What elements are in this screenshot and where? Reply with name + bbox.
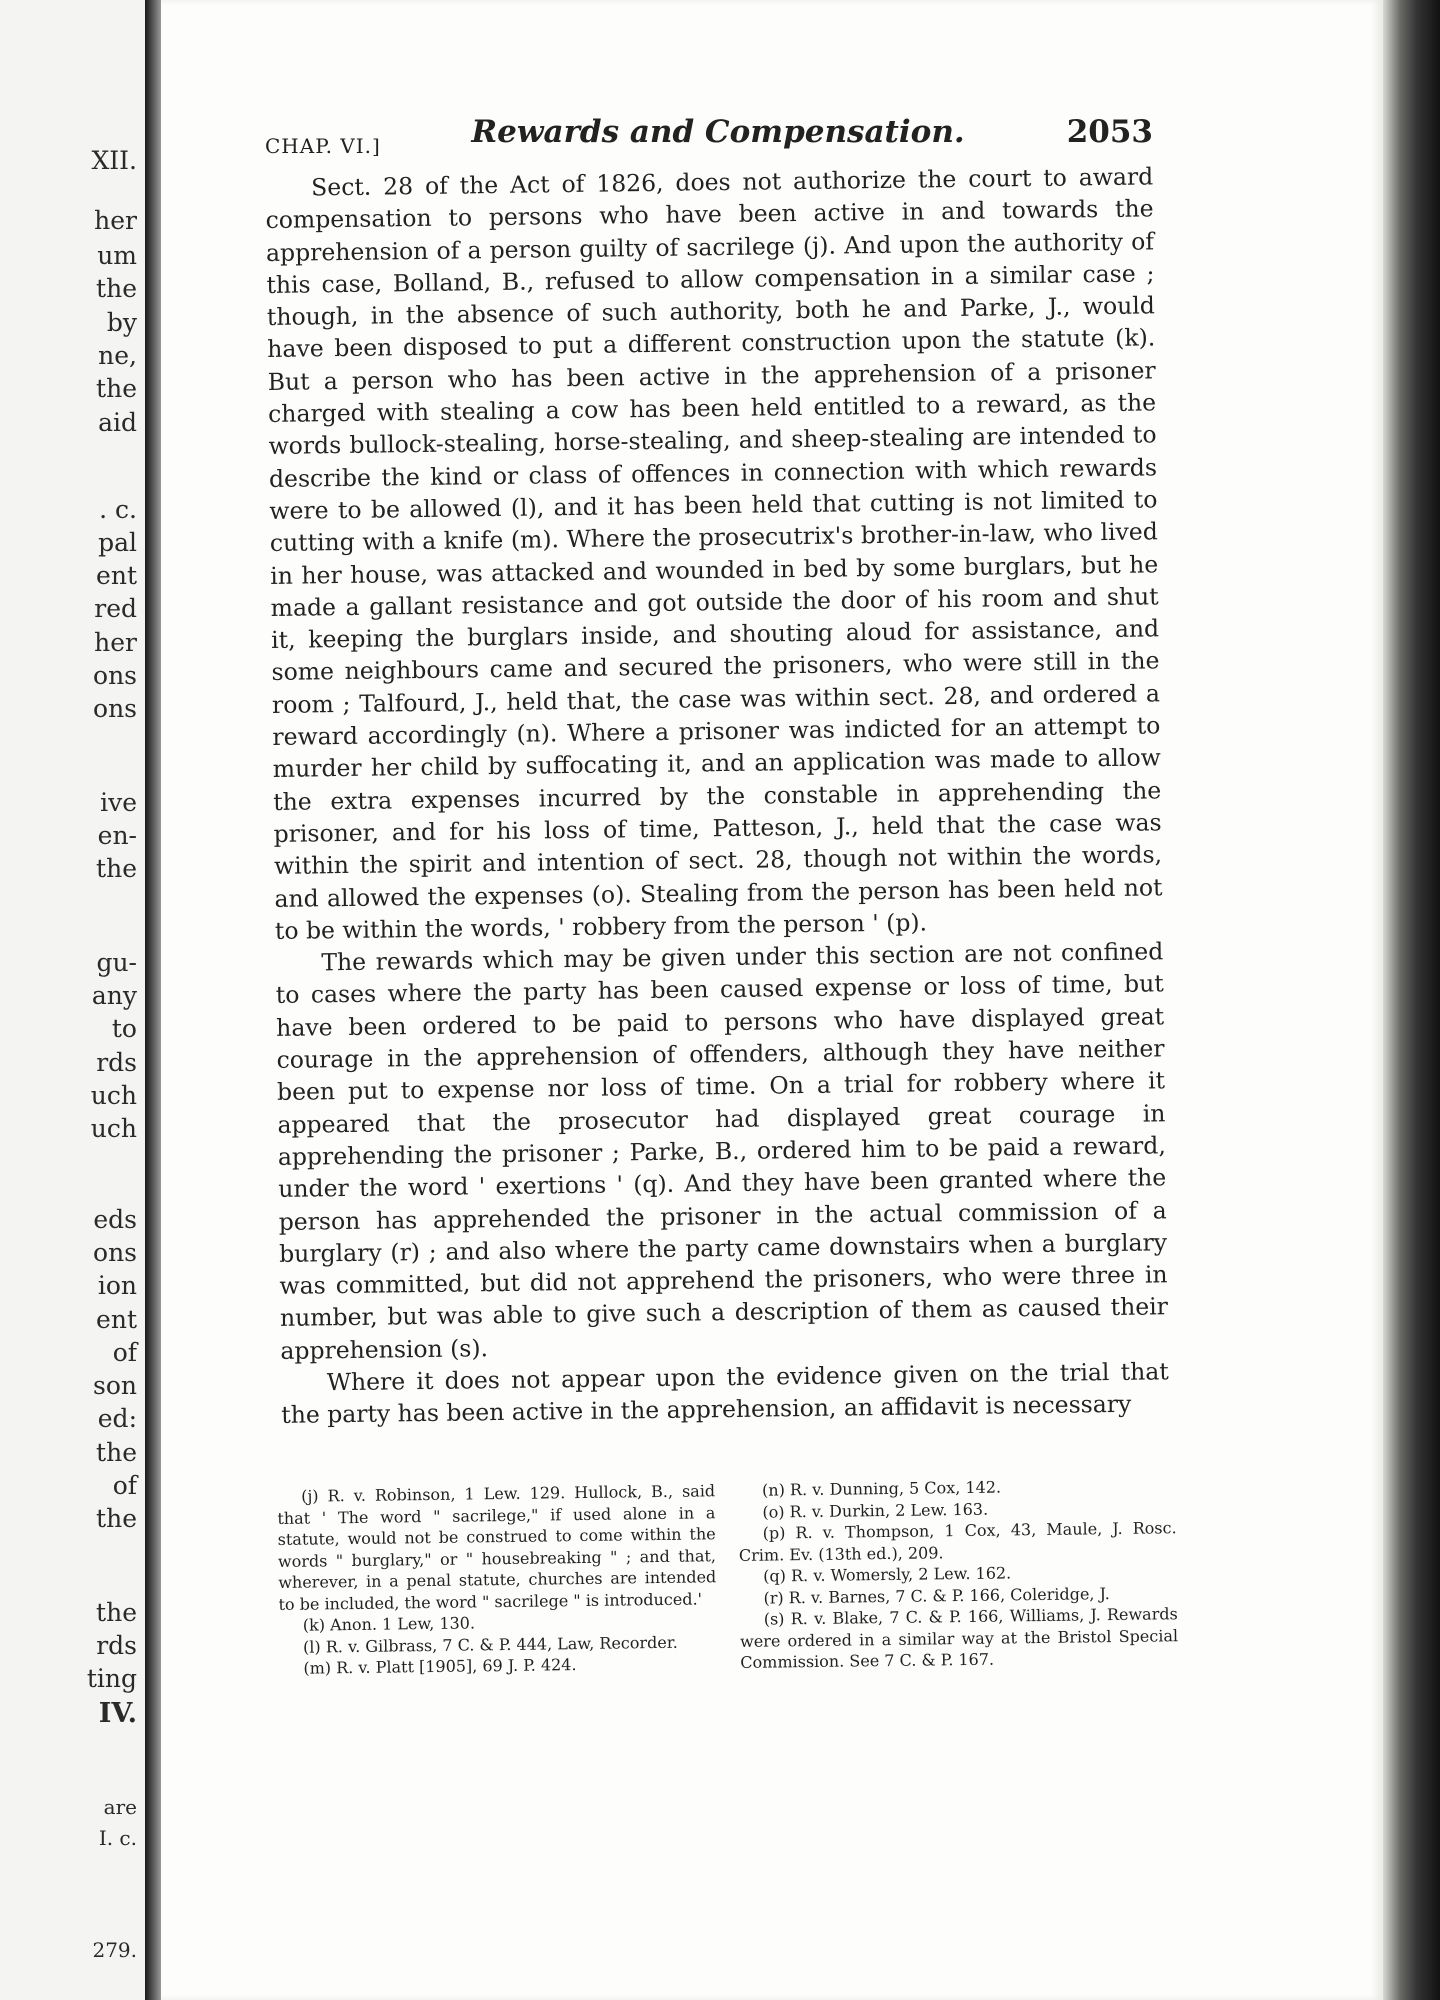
footnote-j: (j) R. v. Robinson, 1 Lew. 129. Hullock, B., said that ' The word " sacrilege," if used alone in a statute, would not be construed to come within the words " burglary," or " housebreaking " ; and that, wherever, in a penal statute, churches are intended to be included, the word " sacrilege " is introduced.': [277, 1481, 717, 1614]
facing-page-fragment: ed:: [97, 1404, 137, 1433]
facing-page-fragment: the: [96, 1598, 137, 1627]
facing-page-fragment: . c.: [99, 495, 137, 524]
facing-page-fragment: ent: [96, 1305, 137, 1334]
facing-page-fragment: ive: [100, 788, 137, 817]
footnote-n: (n) R. v. Dunning, 5 Cox, 142.: [761, 1477, 1002, 1500]
facing-page-fragment: her: [94, 206, 137, 235]
facing-page-fragment: her: [94, 628, 137, 657]
facing-page-fragment: rds: [96, 1048, 137, 1077]
footnote-s: (s) R. v. Blake, 7 C. & P. 166, Williams, J. Rewards were ordered in a similar way at the Bristol Special Commission. See 7 C. & P. 167.: [739, 1604, 1179, 1672]
page-number: 2053: [1066, 114, 1153, 150]
footnote-q: (q) R. v. Womersly, 2 Lew. 162.: [763, 1563, 1012, 1586]
chapter-label: CHAP. VI.]: [265, 134, 381, 158]
footnote-o: (o) R. v. Durkin, 2 Lew. 163.: [762, 1499, 989, 1522]
facing-page-fragment: I. c.: [98, 1826, 137, 1850]
facing-page-edge: [0, 0, 145, 2000]
facing-page-fragment: en-: [97, 821, 137, 850]
running-title: Rewards and Compensation.: [471, 114, 965, 150]
facing-page-fragment: ion: [97, 1271, 137, 1300]
facing-page-fragment: the: [96, 854, 137, 883]
facing-page-fragment: the: [96, 1504, 137, 1533]
paragraph: The rewards which may be given under this section are not confined to cases where the party has been caused expense or loss of time, but have been ordered to be paid to persons who have displayed great courage in the apprehension of offenders, although they have neither been put to expense nor loss of time. On a trial for robbery where it appeared that the prosecutor had displayed great courage in apprehending the prisoner ; Parke, B., ordered him to be paid a reward, under the word ' exertions ' (q). And they have been granted where the person has apprehended the prisoner in the actual commission of a burglary (r) ; and also where the party came downstairs when a burglary was committed, but did not apprehend the prisoners, who were three in number, but was able to give such a description of them as caused their apprehension (s).: [275, 937, 1169, 1365]
facing-page-fragment: ne,: [98, 341, 137, 370]
paragraph: Sect. 28 of the Act of 1826, does not authorize the court to award compensation to persons who have been active in and towards the apprehension of a person guilty of sacrilege (j). And upon the authority of this case, Bolland, B., refused to allow compensation in a similar case ; though, in the absence of such authority, both he and Parke, J., would have been disposed to put a different construction upon the statute (k). But a person who has been active in the apprehension of a prisoner charged with stealing a cow has been held entitled to a reward, as the words bullock-stealing, horse-stealing, and sheep-stealing are intended to describe the kind or class of offences in connection with which rewards were to be allowed (l), and it has been held that cutting is not limited to cutting with a knife (m). Where the prosecutrix's brother-in-law, who lived in her house, was attacked and wounded in bed by some burglars, but he made a gallant resistance and got outside the door of his room and shut it, keeping the burglars inside, and shouting aloud for assistance, and some neighbours came and secured the prisoners, who were still in the room ; Talfourd, J., held that, the case was within sect. 28, and ordered a reward accordingly (n). Where a prisoner was indicted for an attempt to murder her child by suffocating it, and an application was made to allow the extra expenses incurred by the constable in apprehending the prisoner, and for his loss of time, Patteson, J., held that the case was within the spirit and intention of sect. 28, though not within the words, and allowed the expenses (o). Stealing from the person has been held not to be within the words, ' robbery from the person ' (p).: [265, 162, 1163, 945]
footnote-m: (m) R. v. Platt [1905], 69 J. P. 424.: [303, 1655, 577, 1678]
facing-page-fragment: XII.: [91, 146, 137, 175]
facing-page-fragment: uch: [90, 1081, 137, 1110]
facing-page-fragment: ons: [93, 661, 137, 690]
facing-page-fragment: aid: [98, 408, 137, 437]
book-gutter: [145, 0, 161, 2000]
facing-page-fragment: red: [94, 594, 137, 623]
facing-page-fragment: ons: [93, 1238, 137, 1267]
facing-page-fragment: rds: [96, 1631, 137, 1660]
facing-page-fragment: son: [93, 1371, 137, 1400]
facing-page-fragment: are: [103, 1795, 137, 1819]
facing-page-fragment: um: [97, 241, 137, 270]
facing-page-fragment: the: [96, 374, 137, 403]
facing-page-fragment: ting: [86, 1664, 137, 1693]
facing-page-fragment: 279.: [92, 1938, 137, 1962]
facing-page-fragment: of: [112, 1471, 137, 1500]
footnotes-left-column: [277, 1480, 717, 1679]
page-edge-shadow: [1383, 0, 1440, 2000]
footnotes-right-column: [738, 1474, 1178, 1673]
facing-page-fragment: of: [112, 1338, 137, 1367]
paragraph: Where it does not appear upon the evidence given on the trial that the party has been active in the apprehension, an affidavit is necessary: [281, 1357, 1169, 1430]
facing-page-fragment: IV.: [98, 1698, 137, 1729]
facing-page-fragment: gu-: [96, 948, 137, 977]
facing-page-fragment: any: [91, 981, 137, 1010]
footnote-l: (l) R. v. Gilbrass, 7 C. & P. 444, Law, Recorder.: [302, 1632, 678, 1657]
footnote-p: (p) R. v. Thompson, 1 Cox, 43, Maule, J. Rosc. Crim. Ev. (13th ed.), 209.: [738, 1518, 1177, 1565]
facing-page-fragment: uch: [90, 1114, 137, 1143]
facing-page-fragment: by: [106, 308, 137, 337]
facing-page-fragment: ent: [96, 561, 137, 590]
body-text: [265, 160, 1169, 1431]
facing-page-fragment: eds: [93, 1205, 137, 1234]
facing-page-fragment: the: [96, 1438, 137, 1467]
running-header: [263, 112, 1153, 162]
facing-page-fragment: the: [96, 274, 137, 303]
facing-page-fragment: ons: [93, 694, 137, 723]
facing-page-fragment: pal: [98, 528, 137, 557]
facing-page-fragment: to: [111, 1014, 137, 1043]
footnote-r: (r) R. v. Barnes, 7 C. & P. 166, Coleridge, J.: [763, 1583, 1110, 1608]
footnote-k: (k) Anon. 1 Lew, 130.: [302, 1613, 476, 1635]
